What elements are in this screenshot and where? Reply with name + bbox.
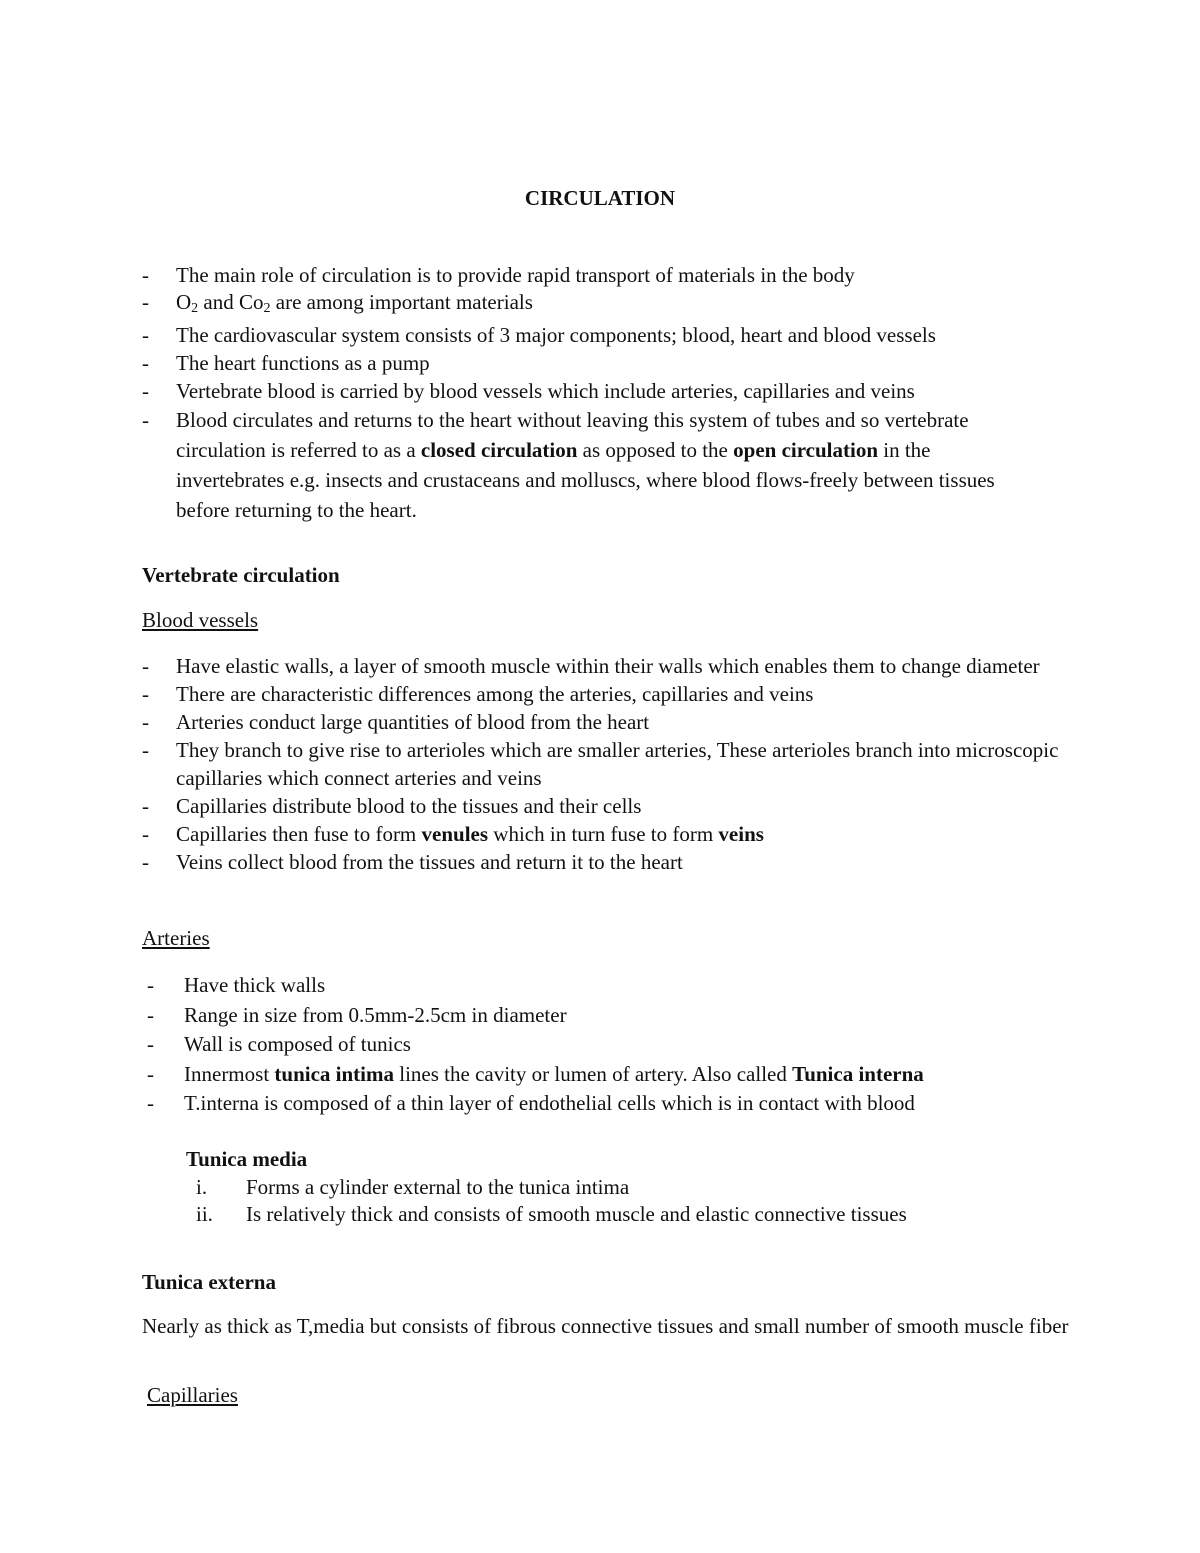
dash-bullet: - (142, 682, 149, 706)
arteries-list (142, 971, 1072, 1119)
dash-bullet: - (147, 973, 154, 997)
intro-list (142, 262, 1042, 525)
tunica-externa-paragraph: Nearly as thick as T,media but consists of fibrous connective tissues and small number of smooth muscle fiber (142, 1314, 1069, 1338)
roman-numeral: ii. (196, 1202, 213, 1226)
list-item: - Wall is composed of tunics (142, 1030, 1072, 1060)
list-item: ii. Is relatively thick and consists of smooth muscle and elastic connective tissues (196, 1202, 907, 1226)
list-item: - The heart functions as a pump (142, 349, 1042, 378)
dash-bullet: - (142, 738, 149, 762)
list-item: - Have elastic walls, a layer of smooth muscle within their walls which enables them to change diameter (142, 654, 1040, 678)
tunica-media-list (186, 1174, 1066, 1228)
dash-bullet: - (142, 654, 149, 678)
list-item: - Blood circulates and returns to the heart without leaving this system of tubes and so vertebrate circulation is referred to as a closed circulation as opposed to the open circulation in the invertebrates e.g. insects and crustaceans and molluscs, where blood flows-freely between tissues before returning to the heart. (142, 405, 1042, 525)
dash-bullet: - (142, 263, 149, 287)
subheading-tunica-media: Tunica media (186, 1147, 308, 1171)
list-item: - Capillaries then fuse to form venules which in turn fuse to form veins (142, 822, 764, 846)
list-item: - Have thick walls (142, 971, 1072, 1001)
list-item: - The cardiovascular system consists of 3 major components; blood, heart and blood vessels (142, 323, 936, 347)
dash-bullet: - (142, 710, 149, 734)
list-item: - Vertebrate blood is carried by blood vessels which include arteries, capillaries and veins (142, 379, 915, 403)
dash-bullet: - (142, 822, 149, 846)
dash-bullet: - (142, 379, 149, 403)
dash-bullet: - (142, 850, 149, 874)
list-item: - They branch to give rise to arterioles which are smaller arteries, These arterioles branch into microscopic capillaries which connect arteries and veins (142, 738, 1059, 790)
dash-bullet: - (142, 408, 149, 432)
list-item: - Arteries conduct large quantities of blood from the heart (142, 710, 650, 734)
list-item: - The main role of circulation is to provide rapid transport of materials in the body (142, 263, 855, 287)
dash-bullet: - (147, 1032, 154, 1056)
dash-bullet: - (147, 1061, 154, 1086)
dash-bullet: - (142, 351, 149, 375)
list-item: - Capillaries distribute blood to the tissues and their cells (142, 794, 642, 818)
list-item: - Veins collect blood from the tissues and return it to the heart (142, 850, 683, 874)
list-item: - Innermost tunica intima lines the cavity or lumen of artery. Also called Tunica interna (142, 1060, 1072, 1090)
roman-numeral: i. (196, 1175, 208, 1199)
dash-bullet: - (142, 323, 149, 347)
list-item: - $O_2$ and $Co_2$ are among important materials (142, 290, 533, 316)
page-title: CIRCULATION (524, 186, 676, 210)
subheading-arteries: Arteries (142, 926, 210, 950)
section-heading-vertebrate: Vertebrate circulation (142, 563, 340, 587)
blood-vessels-list (142, 652, 1062, 876)
list-item: - Range in size from 0.5mm-2.5cm in diameter (142, 1001, 1072, 1031)
dash-bullet: - (142, 290, 149, 314)
dash-bullet: - (142, 794, 149, 818)
subheading-capillaries: Capillaries (147, 1383, 238, 1407)
subheading-blood-vessels: Blood vessels (142, 608, 259, 632)
section-heading-tunica-externa: Tunica externa (142, 1270, 276, 1294)
list-item: - There are characteristic differences among the arteries, capillaries and veins (142, 682, 814, 706)
list-item: i. Forms a cylinder external to the tunica intima (196, 1175, 630, 1199)
dash-bullet: - (147, 1091, 154, 1115)
dash-bullet: - (147, 1002, 154, 1027)
list-item: - T.interna is composed of a thin layer of endothelial cells which is in contact with blood (142, 1089, 1072, 1119)
